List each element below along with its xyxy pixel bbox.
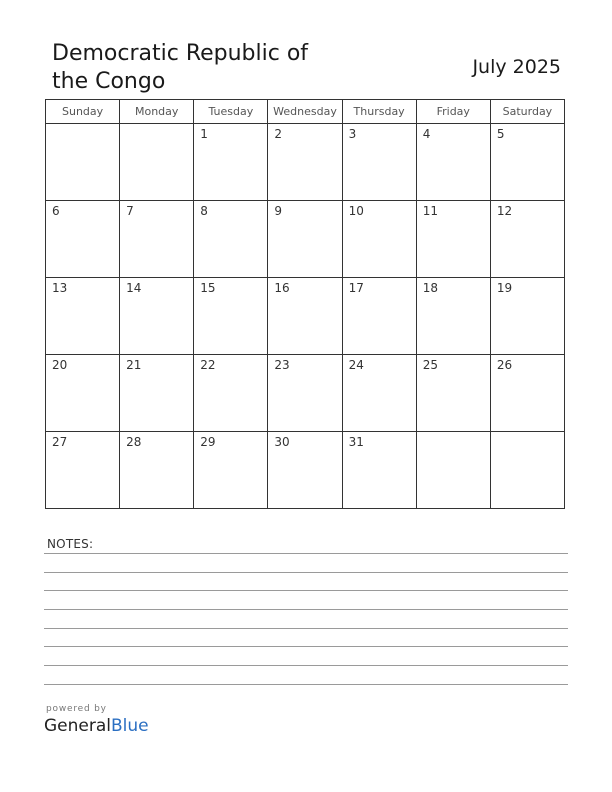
day-cell xyxy=(342,201,416,278)
week-row-2 xyxy=(46,201,565,278)
day-number: 13 xyxy=(52,281,68,295)
brand-general: General xyxy=(44,716,111,736)
day-cell xyxy=(268,355,342,432)
day-cell xyxy=(194,278,268,355)
notes-line xyxy=(44,628,568,629)
day-number: 17 xyxy=(348,281,364,295)
day-cell xyxy=(342,432,416,509)
week-row-4 xyxy=(46,355,565,432)
day-cell xyxy=(342,278,416,355)
generalblue-logo[interactable] xyxy=(44,716,149,736)
day-number: 5 xyxy=(496,127,505,141)
day-number: 26 xyxy=(496,358,513,372)
day-number: 20 xyxy=(52,358,68,372)
day-number xyxy=(417,432,490,435)
day-number: 28 xyxy=(126,435,142,449)
day-number: 23 xyxy=(274,358,290,372)
month-label: July 2025 xyxy=(472,56,561,78)
day-number: 18 xyxy=(422,281,438,295)
day-number: 9 xyxy=(274,204,283,218)
day-cell xyxy=(268,432,342,509)
day-cell xyxy=(268,201,342,278)
week-row-1 xyxy=(46,124,565,201)
day-cell xyxy=(194,432,268,509)
day-cell xyxy=(46,432,120,509)
calendar-grid xyxy=(45,99,565,509)
day-cell xyxy=(342,124,416,201)
day-number: 27 xyxy=(52,435,68,449)
notes-line xyxy=(44,572,568,573)
day-cell xyxy=(194,124,268,201)
notes-line xyxy=(44,609,568,610)
day-number: 3 xyxy=(348,127,357,141)
day-number xyxy=(491,432,564,435)
notes-line xyxy=(44,665,568,666)
title-line-2: the Congo xyxy=(52,69,166,94)
day-cell xyxy=(416,201,490,278)
day-cell xyxy=(416,355,490,432)
day-number: 21 xyxy=(126,358,142,372)
brand-blue: Blue xyxy=(111,716,149,736)
title-line-1: Democratic Republic of xyxy=(52,41,309,66)
week-row-3 xyxy=(46,278,565,355)
day-cell xyxy=(490,432,564,509)
day-cell xyxy=(490,278,564,355)
day-cell xyxy=(416,432,490,509)
weekday-monday: Monday xyxy=(120,100,194,124)
day-number: 25 xyxy=(422,358,438,372)
day-cell xyxy=(194,201,268,278)
day-number: 14 xyxy=(126,281,142,295)
day-number: 11 xyxy=(422,204,438,218)
day-number: 6 xyxy=(52,204,60,218)
day-number: 29 xyxy=(200,435,216,449)
day-cell xyxy=(416,278,490,355)
day-number: 2 xyxy=(274,127,283,141)
day-cell xyxy=(46,201,120,278)
day-cell xyxy=(46,278,120,355)
day-number: 8 xyxy=(200,204,208,218)
day-cell xyxy=(268,124,342,201)
day-number: 31 xyxy=(348,435,364,449)
day-cell xyxy=(46,355,120,432)
notes-line xyxy=(44,590,568,591)
calendar-title xyxy=(52,40,352,96)
powered-by-text: powered by xyxy=(46,704,107,714)
weekday-tuesday: Tuesday xyxy=(194,100,268,124)
day-cell xyxy=(120,432,194,509)
day-number: 1 xyxy=(200,127,208,141)
day-cell xyxy=(490,355,564,432)
day-number: 16 xyxy=(274,281,290,295)
day-number: 24 xyxy=(348,358,364,372)
day-cell xyxy=(490,201,564,278)
day-number xyxy=(120,124,193,127)
day-number: 4 xyxy=(422,127,431,141)
day-cell xyxy=(120,124,194,201)
day-number: 15 xyxy=(200,281,216,295)
day-number: 10 xyxy=(348,204,364,218)
day-cell xyxy=(342,355,416,432)
weekday-sunday: Sunday xyxy=(46,100,120,124)
day-cell xyxy=(120,355,194,432)
weekday-header-row xyxy=(46,100,565,124)
day-number: 12 xyxy=(496,204,513,218)
day-cell xyxy=(194,355,268,432)
notes-label: NOTES: xyxy=(47,537,94,551)
day-cell xyxy=(268,278,342,355)
weekday-saturday: Saturday xyxy=(490,100,564,124)
notes-line xyxy=(44,646,568,647)
notes-line xyxy=(44,684,568,685)
day-cell xyxy=(120,278,194,355)
day-number xyxy=(46,124,119,127)
day-number: 7 xyxy=(126,204,134,218)
weekday-wednesday: Wednesday xyxy=(268,100,342,124)
day-cell xyxy=(416,124,490,201)
day-number: 19 xyxy=(496,281,513,295)
week-row-5 xyxy=(46,432,565,509)
day-number: 30 xyxy=(274,435,290,449)
notes-line xyxy=(44,553,568,554)
day-cell xyxy=(46,124,120,201)
day-cell xyxy=(120,201,194,278)
day-cell xyxy=(490,124,564,201)
weekday-friday: Friday xyxy=(416,100,490,124)
weekday-thursday: Thursday xyxy=(342,100,416,124)
day-number: 22 xyxy=(200,358,216,372)
